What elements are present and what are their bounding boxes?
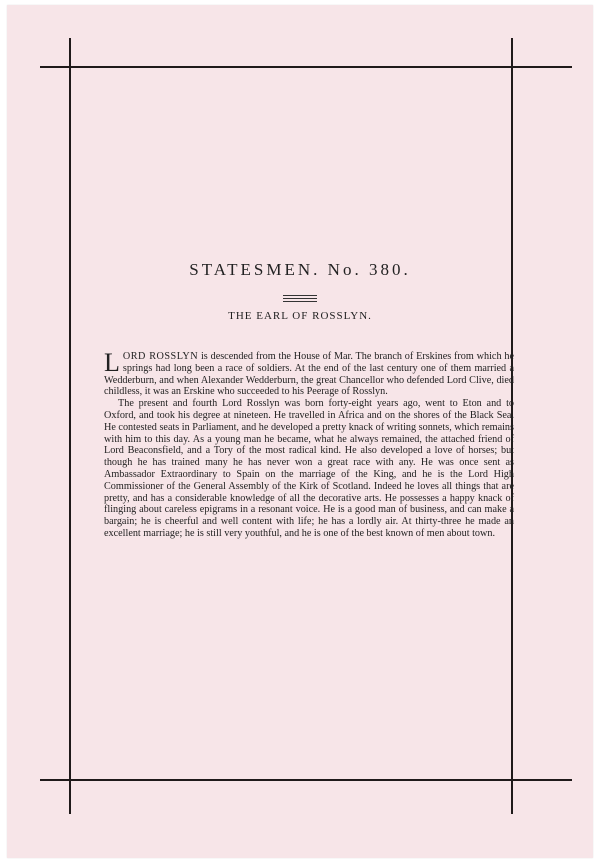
paragraph-1 bbox=[104, 348, 514, 398]
divider-ornament bbox=[283, 295, 317, 304]
page-sheet bbox=[7, 5, 593, 858]
left-border-rule bbox=[69, 38, 71, 814]
paragraph-1-text: is descended from the House of Mar. The branch of Erskines from which he springs had long been a race of soldiers. At the end of the last century one of them married a Wedderburn, and when Alexander Wedderburn, the great Chancellor who defended Lord Clive, died childless, it was an Erskine who succeeded to his Peerage of Rosslyn. bbox=[104, 351, 514, 398]
top-border-rule bbox=[40, 66, 572, 68]
bottom-border-rule bbox=[40, 779, 572, 781]
article-body bbox=[104, 348, 514, 540]
section-heading: STATESMEN. No. 380. bbox=[189, 260, 411, 279]
lead-name: ORD ROSSLYN bbox=[122, 351, 199, 362]
drop-cap: L bbox=[104, 348, 120, 377]
paragraph-2: The present and fourth Lord Rosslyn was born forty-eight years ago, went to Eton and to Oxford, and took his degree at nineteen. He travelled in Africa and on the shores of the Black Sea. He contested seats in Parliament, and he developed a pretty knack of writing sonnets, which remains with him to this day. As a young man he became, what he always remained, the attached friend of Lord Beaconsfield, and a Tory of the most radical kind. He also developed a love of horses; but though he has trained many he has never won a great race with any. He was once sent as Ambassador Extraordinary to Spain on the marriage of the King, and he is the Lord High Commissioner of the General Assembly of the Kirk of Scotland. Indeed he loves all things that are pretty, and has a considerable knowledge of all the decorative arts. He possesses a happy knack of flinging about careless epigrams in a resonant voice. He is a good man of business, and can make a bargain; he is cheerful and well content with life; he has a lordly air. At thirty-three he made an excellent marriage; he is still very youthful, and he is one of the best known of men about town. bbox=[104, 398, 514, 539]
article-title: THE EARL OF ROSSLYN. bbox=[228, 310, 372, 322]
